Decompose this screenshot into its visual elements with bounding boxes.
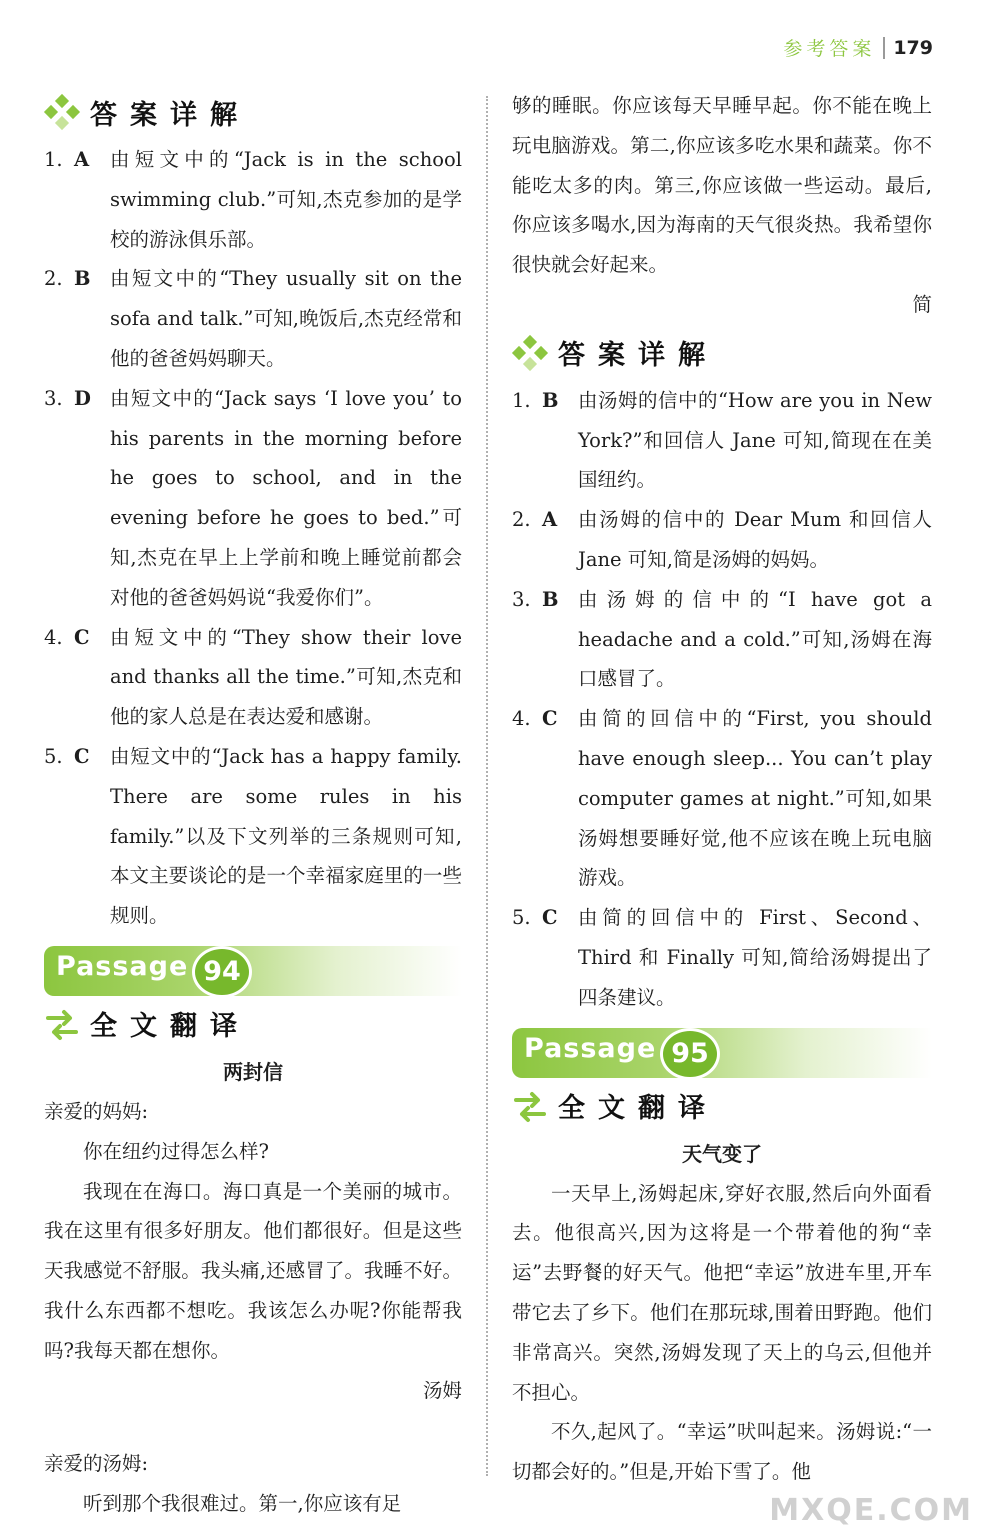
answer-explanation: 由汤姆的信中的 Dear Mum 和回信人 Jane 可知,简是汤姆的妈妈。 <box>578 508 932 571</box>
left-column <box>44 84 462 1524</box>
answers-heading <box>512 325 932 381</box>
signature: 简 <box>912 292 932 316</box>
page-header <box>783 34 933 61</box>
greeting: 亲爱的汤姆: <box>44 1452 149 1476</box>
answer-letter: B <box>542 388 559 412</box>
swap-arrows-icon <box>44 1006 80 1042</box>
story-title: 天气变了 <box>682 1141 762 1166</box>
right-column <box>512 86 932 1492</box>
answer-number: 3. <box>44 386 63 410</box>
answer-letter: C <box>542 906 558 930</box>
translation-heading <box>512 1078 932 1134</box>
answer-list <box>512 381 932 1018</box>
paragraph: 我现在在海口。海口真是一个美丽的城市。我在这里有很多好朋友。他们都很好。但是这些天我感觉不舒服。我头痛,还感冒了。我睡不好。我什么东西都不想吃。我该怎么办呢?你能帮我吗?我每天都在想你。 <box>44 1179 462 1362</box>
answer-explanation: 由短文中的“Jack has a happy family. There are some rules in his family.”以及下文列举的三条规则可知,本文主要谈论的是一个幸福家庭里的一些规则。 <box>110 744 462 928</box>
paragraph: 够的睡眠。你应该每天早睡早起。你不能在晚上玩电脑游戏。第二,你应该多吃水果和蔬菜。你不能吃太多的肉。第三,你应该做一些运动。最后,你应该多喝水,因为海南的天气很炎热。我希望你很快就会好起来。 <box>512 94 932 277</box>
answer-list <box>44 140 462 936</box>
paragraph: 不久,起风了。“幸运”吠叫起来。汤姆说:“一切都会好的。”但是,开始下雪了。他 <box>512 1420 932 1484</box>
passage-banner <box>44 946 462 996</box>
swap-arrows-icon <box>512 1088 548 1124</box>
translation-heading-label: 全文翻译 <box>558 1093 718 1125</box>
answer-explanation: 由汤姆的信中的“How are you in New York?”和回信人 Jane 可知,简现在在美国纽约。 <box>578 388 932 492</box>
answer-letter: B <box>542 587 559 611</box>
answer-letter: A <box>74 148 90 171</box>
section-label: 参考答案 <box>783 38 876 60</box>
watermark-logo: MXQE.COM <box>769 1493 973 1528</box>
paragraph: 你在纽约过得怎么样? <box>83 1139 269 1163</box>
answer-letter: C <box>74 744 90 768</box>
answer-number: 1. <box>512 388 531 412</box>
answer-number: 5. <box>512 906 531 930</box>
diamond-dots-icon <box>44 94 80 130</box>
passage-number: 94 <box>192 946 252 998</box>
answer-explanation: 由短文中的“They usually sit on the sofa and talk.”可知,晚饭后,杰克经常和他的爸爸妈妈聊天。 <box>110 267 462 370</box>
answer-item <box>44 737 462 936</box>
passage-number: 95 <box>660 1028 720 1080</box>
diamond-dots-icon <box>512 335 548 371</box>
column-divider <box>486 96 488 1476</box>
answer-number: 3. <box>512 587 531 611</box>
answer-item <box>44 618 462 737</box>
answers-heading <box>44 84 462 140</box>
answer-letter: A <box>542 508 558 532</box>
translation-heading-label: 全文翻译 <box>90 1011 250 1043</box>
answer-number: 4. <box>512 707 531 731</box>
answer-number: 5. <box>44 744 63 768</box>
answer-item <box>512 898 932 1017</box>
answer-number: 1. <box>44 148 63 171</box>
letter-title: 两封信 <box>223 1059 283 1084</box>
answer-letter: C <box>542 707 558 731</box>
answer-letter: B <box>74 267 91 291</box>
answer-number: 4. <box>44 625 63 649</box>
passage-word: Passage <box>524 1032 657 1064</box>
passage-banner <box>512 1028 932 1078</box>
answer-item <box>44 259 462 378</box>
passage-word: Passage <box>56 950 189 982</box>
signature: 汤姆 <box>422 1378 462 1402</box>
answer-item <box>512 699 932 898</box>
answer-item <box>44 140 462 259</box>
page-number: 179 <box>893 36 933 59</box>
answer-number: 2. <box>512 508 531 532</box>
header-divider <box>883 37 885 59</box>
answer-explanation: 由短文中的“They show their love and thanks all the time.”可知,杰克和他的家人总是在表达爱和感谢。 <box>110 625 462 729</box>
answer-explanation: 由短文中的“Jack is in the school swimming club.”可知,杰克参加的是学校的游泳俱乐部。 <box>110 148 462 251</box>
answer-item <box>512 381 932 500</box>
greeting: 亲爱的妈妈: <box>44 1099 149 1123</box>
answer-explanation: 由简的回信中的“First, you should have enough sleep... You can’t play computer games at night.”可知,如果汤姆想要睡好觉,他不应该在晚上玩电脑游戏。 <box>578 707 932 890</box>
answer-letter: D <box>74 386 91 410</box>
answer-explanation: 由汤姆的信中的“I have got a headache and a cold.”可知,汤姆在海口感冒了。 <box>578 587 932 691</box>
answer-number: 2. <box>44 267 63 291</box>
answer-explanation: 由简的回信中的 First、Second、Third 和 Finally 可知,简给汤姆提出了四条建议。 <box>578 906 932 1009</box>
answer-letter: C <box>74 625 90 649</box>
answer-item <box>512 580 932 699</box>
paragraph: 一天早上,汤姆起床,穿好衣服,然后向外面看去。他很高兴,因为这将是一个带着他的狗“幸运”去野餐的好天气。他把“幸运”放进车里,开车带它去了乡下。他们在那玩球,围着田野跑。他们非常高兴。突然,汤姆发现了天上的乌云,但他并不担心。 <box>512 1181 932 1404</box>
answer-item <box>44 379 462 618</box>
answer-item <box>512 500 932 580</box>
answers-heading-label: 答案详解 <box>90 99 250 131</box>
translation-heading <box>44 996 462 1052</box>
answer-explanation: 由短文中的“Jack says ‘I love you’ to his parents in the morning before he goes to school, and in the evening before he goes to bed.”可知,杰克在早上上学前和晚上睡觉前都会对他的爸爸妈妈说“我爱你们”。 <box>110 386 462 609</box>
paragraph: 听到那个我很难过。第一,你应该有足 <box>83 1492 402 1516</box>
answers-heading-label: 答案详解 <box>558 340 718 372</box>
